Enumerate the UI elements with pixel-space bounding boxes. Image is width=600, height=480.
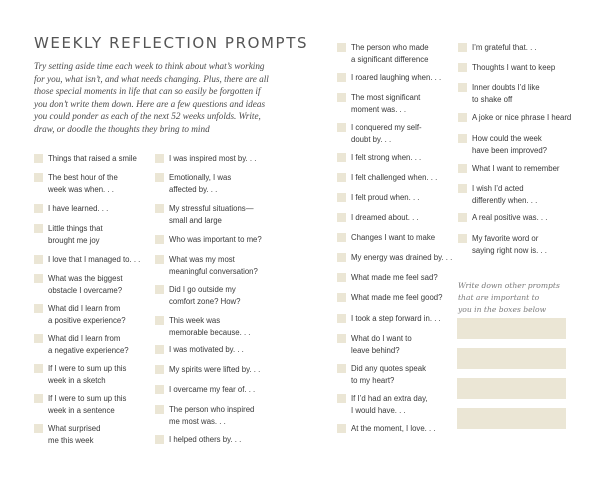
prompt-label: This week was memorable because. . . xyxy=(169,316,251,337)
prompt-label: If I’d had an extra day, I would have. . . xyxy=(351,394,428,415)
custom-prompts-note: Write down other prompts that are important to you in the boxes below xyxy=(458,281,560,314)
prompt-item[interactable] xyxy=(34,273,123,297)
checkbox[interactable] xyxy=(337,273,346,282)
checkbox[interactable] xyxy=(458,83,467,92)
checkbox[interactable] xyxy=(337,394,346,403)
prompt-item[interactable] xyxy=(155,384,255,396)
checkbox[interactable] xyxy=(337,153,346,162)
checkbox[interactable] xyxy=(337,193,346,202)
prompt-label: I have learned. . . xyxy=(48,204,109,213)
prompt-label: I took a step forward in. . . xyxy=(351,314,441,323)
prompt-label: What did I learn from a negative experience? xyxy=(48,334,129,355)
prompt-label: What surprised me this week xyxy=(48,424,101,445)
prompt-label: I felt strong when. . . xyxy=(351,153,422,162)
prompt-label: Changes I want to make xyxy=(351,233,436,242)
prompt-item[interactable] xyxy=(337,122,422,146)
prompt-item[interactable] xyxy=(337,172,437,184)
checkbox[interactable] xyxy=(34,364,43,373)
prompt-item[interactable] xyxy=(155,153,256,165)
checkbox[interactable] xyxy=(34,173,43,182)
prompt-label: I felt proud when. . . xyxy=(351,193,420,202)
checkbox[interactable] xyxy=(337,293,346,302)
checkbox[interactable] xyxy=(155,316,164,325)
prompt-item[interactable] xyxy=(34,423,100,447)
checkbox[interactable] xyxy=(337,233,346,242)
prompt-item[interactable] xyxy=(337,333,412,357)
prompt-label: The most significant moment was. . . xyxy=(351,93,421,114)
custom-prompt-box[interactable] xyxy=(457,348,566,369)
prompt-label: A real positive was. . . xyxy=(472,213,548,222)
prompt-label: My spirits were lifted by. . . xyxy=(169,365,261,374)
prompt-item[interactable] xyxy=(34,203,108,215)
checkbox[interactable] xyxy=(458,63,467,72)
intro-text: Try setting aside time each week to think about what’s working for you, what isn’t, and what needs changing. Plus, there are all those special moments in life that can so easily be forgotten if you don’t write them down. Here are a few questions and ideas you could ponder as each of the next 52 weeks unfolds. Write, draw, or doodle the thoughts they bring to mind xyxy=(34,61,269,134)
prompt-item[interactable] xyxy=(337,232,435,244)
checkbox[interactable] xyxy=(155,235,164,244)
checkbox[interactable] xyxy=(458,43,467,52)
prompt-item[interactable] xyxy=(337,393,428,417)
checkbox[interactable] xyxy=(458,164,467,173)
prompt-label: What did I learn from a positive experience? xyxy=(48,304,126,325)
prompt-label: Things that raised a smile xyxy=(48,154,137,163)
custom-prompt-box[interactable] xyxy=(457,318,566,339)
prompt-item[interactable] xyxy=(34,303,126,327)
prompt-item[interactable] xyxy=(458,112,571,124)
prompt-label: What was the biggest obstacle I overcame? xyxy=(48,274,123,295)
prompt-label: A joke or nice phrase I heard xyxy=(472,113,572,122)
checkbox[interactable] xyxy=(155,405,164,414)
checkbox[interactable] xyxy=(34,154,43,163)
checkbox[interactable] xyxy=(458,234,467,243)
prompt-label: What do I want to leave behind? xyxy=(351,334,412,355)
prompt-label: I was inspired most by. . . xyxy=(169,154,257,163)
prompt-label: I roared laughing when. . . xyxy=(351,73,442,82)
prompt-item[interactable] xyxy=(34,153,137,165)
prompt-item[interactable] xyxy=(337,192,419,204)
prompt-item[interactable] xyxy=(34,393,126,417)
prompt-label: How could the week have been improved? xyxy=(472,134,547,155)
checkbox[interactable] xyxy=(337,213,346,222)
checkbox[interactable] xyxy=(337,424,346,433)
prompt-label: My favorite word or saying right now is. . . xyxy=(472,234,547,255)
checkbox[interactable] xyxy=(155,345,164,354)
prompt-label: Did any quotes speak to my heart? xyxy=(351,364,426,385)
prompt-label: The person who made a significant difference xyxy=(351,43,429,64)
prompt-item[interactable] xyxy=(337,42,429,66)
prompt-label: What made me feel good? xyxy=(351,293,443,302)
checkbox[interactable] xyxy=(155,154,164,163)
prompt-label: I conquered my self- doubt by. . . xyxy=(351,123,422,144)
prompt-item[interactable] xyxy=(337,292,442,304)
checkbox[interactable] xyxy=(155,435,164,444)
checkbox[interactable] xyxy=(34,204,43,213)
prompt-item[interactable] xyxy=(337,272,438,284)
prompt-item[interactable] xyxy=(337,152,421,164)
checkbox[interactable] xyxy=(34,424,43,433)
prompt-item[interactable] xyxy=(458,212,547,224)
prompt-label: Little things that brought me joy xyxy=(48,224,103,245)
checkbox[interactable] xyxy=(34,334,43,343)
checkbox[interactable] xyxy=(34,255,43,264)
prompt-label: I was motivated by. . . xyxy=(169,345,244,354)
checkbox[interactable] xyxy=(155,204,164,213)
checkbox[interactable] xyxy=(337,93,346,102)
prompt-item[interactable] xyxy=(458,183,537,207)
prompt-item[interactable] xyxy=(458,233,547,257)
prompt-item[interactable] xyxy=(155,284,241,308)
checkbox[interactable] xyxy=(155,255,164,264)
prompt-label: I felt challenged when. . . xyxy=(351,173,438,182)
prompt-label: If I were to sum up this week in a sketch xyxy=(48,364,127,385)
prompt-item[interactable] xyxy=(34,172,118,196)
checkbox[interactable] xyxy=(34,304,43,313)
prompt-label: Did I go outside my comfort zone? How? xyxy=(169,285,241,306)
checkbox[interactable] xyxy=(337,123,346,132)
prompt-item[interactable] xyxy=(458,62,555,74)
prompt-label: I’m grateful that. . . xyxy=(472,43,537,52)
checkbox[interactable] xyxy=(337,73,346,82)
prompt-label: The best hour of the week was when. . . xyxy=(48,173,118,194)
prompt-label: Who was important to me? xyxy=(169,235,262,244)
prompt-label: My energy was drained by. . . xyxy=(351,253,453,262)
prompt-item[interactable] xyxy=(337,92,420,116)
prompt-item[interactable] xyxy=(155,344,244,356)
checkbox[interactable] xyxy=(155,365,164,374)
prompt-item[interactable] xyxy=(34,333,129,357)
checkbox[interactable] xyxy=(155,285,164,294)
checkbox[interactable] xyxy=(34,274,43,283)
prompt-label: I overcame my fear of. . . xyxy=(169,385,256,394)
checkbox[interactable] xyxy=(458,113,467,122)
prompt-item[interactable] xyxy=(155,434,241,446)
prompt-item[interactable] xyxy=(155,404,254,428)
checkbox[interactable] xyxy=(337,314,346,323)
custom-prompt-box[interactable] xyxy=(457,378,566,399)
prompt-item[interactable] xyxy=(337,363,426,387)
prompt-item[interactable] xyxy=(458,133,547,157)
prompt-label: The person who inspired me most was. . . xyxy=(169,405,255,426)
prompt-label: What was my most meaningful conversation? xyxy=(169,255,258,276)
prompt-item[interactable] xyxy=(155,315,250,339)
prompt-item[interactable] xyxy=(458,163,560,175)
prompt-label: I dreamed about. . . xyxy=(351,213,419,222)
checkbox[interactable] xyxy=(155,173,164,182)
checkbox[interactable] xyxy=(458,134,467,143)
prompt-item[interactable] xyxy=(337,212,419,224)
prompt-item[interactable] xyxy=(337,313,441,325)
checkbox[interactable] xyxy=(34,394,43,403)
prompt-label: Emotionally, I was affected by. . . xyxy=(169,173,232,194)
checkbox[interactable] xyxy=(337,253,346,262)
prompt-label: I wish I’d acted differently when. . . xyxy=(472,184,538,205)
checkbox[interactable] xyxy=(337,334,346,343)
prompt-item[interactable] xyxy=(458,82,540,106)
prompt-item[interactable] xyxy=(155,254,258,278)
checkbox[interactable] xyxy=(337,43,346,52)
prompt-item[interactable] xyxy=(155,364,260,376)
checkbox[interactable] xyxy=(458,213,467,222)
custom-prompt-box[interactable] xyxy=(457,408,566,429)
prompt-item[interactable] xyxy=(34,223,103,247)
prompt-label: My stressful situations— small and large xyxy=(169,204,254,225)
prompt-label: Thoughts I want to keep xyxy=(472,63,556,72)
prompt-item[interactable] xyxy=(337,423,436,435)
prompt-label: What made me feel sad? xyxy=(351,273,438,282)
prompt-label: If I were to sum up this week in a sentence xyxy=(48,394,127,415)
prompt-label: I love that I managed to. . . xyxy=(48,255,141,264)
page-title: WEEKLY REFLECTION PROMPTS xyxy=(34,34,309,52)
checkbox[interactable] xyxy=(337,364,346,373)
prompt-item[interactable] xyxy=(34,363,126,387)
checkbox[interactable] xyxy=(458,184,467,193)
prompt-label: I helped others by. . . xyxy=(169,435,242,444)
prompt-label: At the moment, I love. . . xyxy=(351,424,436,433)
prompt-item[interactable] xyxy=(34,254,140,266)
prompt-item[interactable] xyxy=(458,42,537,54)
prompt-item[interactable] xyxy=(337,72,441,84)
prompt-item[interactable] xyxy=(155,172,231,196)
checkbox[interactable] xyxy=(337,173,346,182)
prompt-item[interactable] xyxy=(337,252,452,264)
checkbox[interactable] xyxy=(155,385,164,394)
prompt-label: What I want to remember xyxy=(472,164,560,173)
prompt-label: Inner doubts I’d like to shake off xyxy=(472,83,540,104)
prompt-item[interactable] xyxy=(155,234,262,246)
prompt-item[interactable] xyxy=(155,203,254,227)
checkbox[interactable] xyxy=(34,224,43,233)
